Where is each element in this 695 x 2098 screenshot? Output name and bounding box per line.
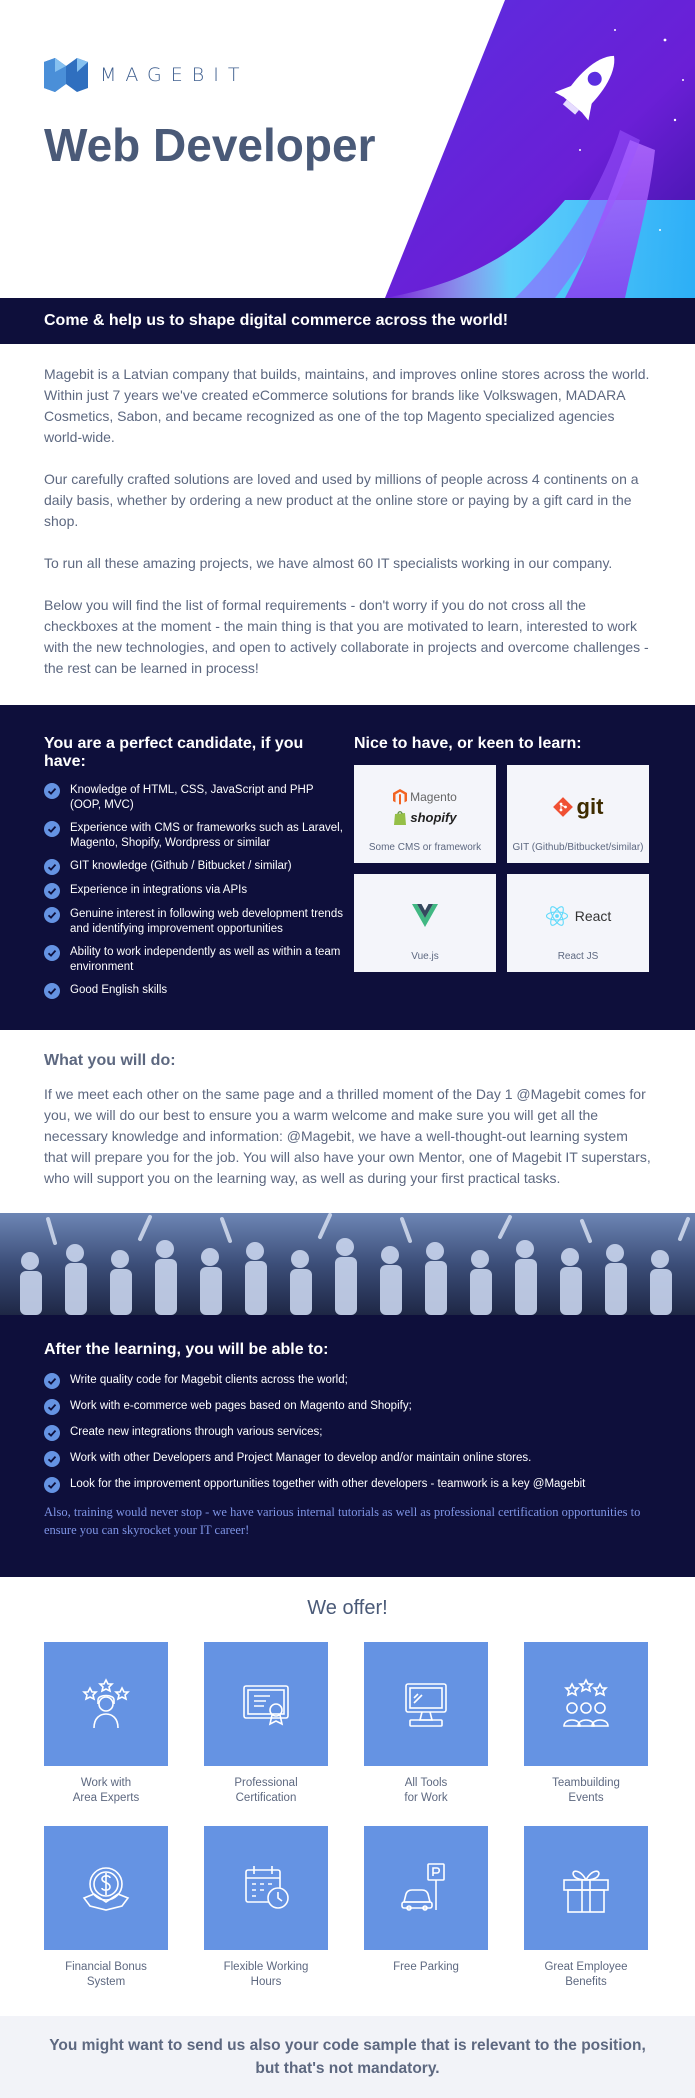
team-photo-image: [0, 1213, 695, 1315]
offer-item: Teambuilding Events: [524, 1642, 648, 1808]
list-item: Knowledge of HTML, CSS, JavaScript and PHP (OOP, MVC): [44, 783, 344, 813]
tech-card-react: [507, 874, 649, 972]
team-icon: [556, 1674, 616, 1734]
magebit-logo-icon: [44, 58, 88, 92]
offer-section: [0, 1577, 695, 2016]
requirements-section: [0, 705, 695, 1030]
footer-line: but that's not mandatory.: [255, 2060, 440, 2077]
tagline-text: Come & help us to shape digital commerce across the world!: [44, 312, 509, 329]
hero-section: [0, 0, 695, 298]
git-logo-text: git: [576, 794, 604, 819]
intro-section: [0, 344, 695, 705]
list-item: Genuine interest in following web development trends and identifying improvement opportunities: [44, 907, 344, 937]
computer-icon: [396, 1674, 456, 1734]
list-item: Write quality code for Magebit clients across the world;: [44, 1373, 651, 1389]
check-icon: [44, 907, 60, 923]
intro-paragraph: Magebit is a Latvian company that builds, maintains, and improves online stores across the world. Within just 7 years we've created eCommerce solutions for brands like Volkswagen, MADARA Cosmetics, Sabon, and became recognized as one of the top Magento specialized agencies world-wide.: [44, 366, 650, 445]
check-icon: [44, 1373, 60, 1389]
check-icon: [44, 1477, 60, 1493]
rocket-illustration: [365, 0, 695, 298]
brand-name: MAGEBIT: [100, 64, 249, 86]
tech-card-caption: Some CMS or framework: [368, 842, 482, 853]
footer-line: You might want to send us also your code sample that is relevant to the position,: [49, 2037, 646, 2054]
list-item: Experience with CMS or frameworks such as Laravel, Magento, Shopify, Wordpress or similar: [44, 821, 344, 851]
tech-card-git: [507, 765, 649, 863]
nice-to-have-column: [354, 735, 652, 972]
offer-item: Professional Certification: [204, 1642, 328, 1808]
gift-icon: [556, 1858, 616, 1918]
tagline-banner: [0, 298, 695, 344]
list-item: Good English skills: [44, 983, 344, 999]
tech-card-vue: [354, 874, 496, 972]
tech-card-caption: Vue.js: [411, 951, 439, 962]
shopify-icon: [393, 810, 407, 826]
requirements-list: [44, 783, 344, 999]
requirements-title: You are a perfect candidate, if you have:: [44, 735, 304, 770]
magento-logo-text: Magento: [410, 789, 457, 804]
tech-cards: [354, 765, 652, 972]
check-icon: [44, 821, 60, 837]
offer-item: Financial Bonus System: [44, 1826, 168, 1992]
list-item: Experience in integrations via APIs: [44, 883, 344, 899]
nice-to-have-title: Nice to have, or keen to learn:: [354, 735, 582, 752]
check-icon: [44, 1399, 60, 1415]
page-title: Web Developer: [44, 119, 376, 171]
offer-item: Work with Area Experts: [44, 1642, 168, 1808]
list-item: Look for the improvement opportunities together with other developers - teamwork is a key @Magebit: [44, 1477, 651, 1493]
intro-paragraph: Our carefully crafted solutions are loved and used by millions of people across 4 continents on a daily basis, whether by ordering a new product at the online store or paying by a gift card in the shop.: [44, 471, 639, 529]
check-icon: [44, 1425, 60, 1441]
what-you-will-do-section: [0, 1030, 695, 1213]
list-item: Work with other Developers and Project Manager to develop and/or maintain online stores.: [44, 1451, 651, 1467]
certificate-icon: [236, 1674, 296, 1734]
list-item: Create new integrations through various services;: [44, 1425, 651, 1441]
check-icon: [44, 783, 60, 799]
calendar-clock-icon: [236, 1858, 296, 1918]
check-icon: [44, 983, 60, 999]
vue-icon: [412, 904, 438, 928]
magento-icon: [393, 789, 407, 805]
offer-item: All Tools for Work: [364, 1642, 488, 1808]
tech-card-cms: [354, 765, 496, 863]
react-icon: [545, 905, 569, 927]
tech-card-caption: GIT (Github/Bitbucket/similar): [512, 842, 644, 853]
money-icon: [76, 1858, 136, 1918]
section-title: What you will do:: [44, 1052, 176, 1069]
section-text: If we meet each other on the same page and a thrilled moment of the Day 1 @Magebit comes for you, we will do our best to ensure you a warm welcome and make sure you will get all the necessary knowledge and information: @Magebit, we have a well-thought-out learning system that will prepare you for the job. You will also have your own Mentor, one of Magebit IT superstars, who will support you on the learning way, as well as during your first practical tasks.: [44, 1086, 651, 1186]
list-item: Work with e-commerce web pages based on Magento and Shopify;: [44, 1399, 651, 1415]
react-logo-text: React: [574, 908, 612, 924]
intro-paragraph: Below you will find the list of formal requirements - don't worry if you do not cross all the checkboxes at the moment - the main thing is that you are motivated to learn, interested to work with the new technologies, and open to actively collaborate in projects and overcome challenges - the rest can be learned in process!: [44, 597, 649, 676]
list-item: GIT knowledge (Github / Bitbucket / similar): [44, 859, 344, 875]
check-icon: [44, 945, 60, 961]
check-icon: [44, 883, 60, 899]
magebit-logo[interactable]: [44, 58, 248, 92]
team-photo: [0, 1213, 695, 1315]
after-learning-list: [44, 1373, 651, 1493]
list-item: Ability to work independently as well as within a team environment: [44, 945, 344, 975]
check-icon: [44, 1451, 60, 1467]
footer-note: [0, 2016, 695, 2098]
offer-grid: [44, 1642, 651, 1992]
training-note: Also, training would never stop - we have various internal tutorials as well as professional certification opportunities to ensure you can skyrocket your IT career!: [44, 1505, 641, 1537]
offer-item: Free Parking: [364, 1826, 488, 1992]
offer-item: Flexible Working Hours: [204, 1826, 328, 1992]
parking-icon: [396, 1858, 456, 1918]
intro-paragraph: To run all these amazing projects, we have almost 60 IT specialists working in our company.: [44, 555, 613, 571]
offer-item: Great Employee Benefits: [524, 1826, 648, 1992]
requirements-column: [44, 735, 344, 1007]
expert-icon: [76, 1674, 136, 1734]
offer-title: We offer!: [307, 1597, 388, 1619]
git-icon: [553, 797, 573, 817]
tech-card-caption: React JS: [557, 951, 599, 962]
after-learning-title: After the learning, you will be able to:: [44, 1341, 329, 1358]
shopify-logo-text: shopify: [410, 810, 457, 825]
check-icon: [44, 859, 60, 875]
after-learning-section: [0, 1315, 695, 1577]
